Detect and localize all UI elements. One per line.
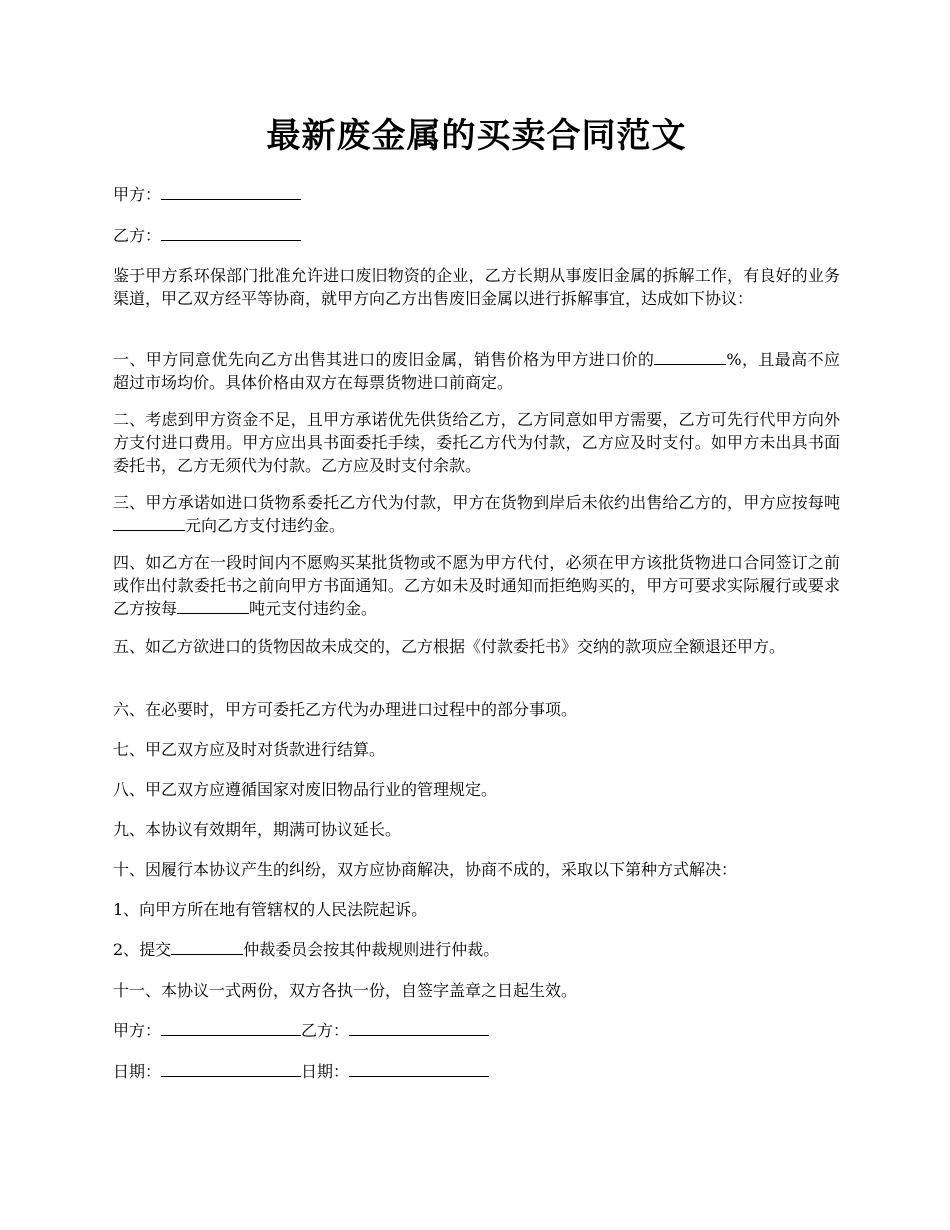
sign-party-a-label: 甲方： [113, 1021, 162, 1040]
date-b-blank[interactable] [349, 1061, 489, 1077]
clause-7: 七、甲乙双方应及时对货款进行结算。 [113, 740, 386, 759]
clause-8: 八、甲乙双方应遵循国家对废旧物品行业的管理规定。 [113, 780, 498, 799]
signature-line [113, 1019, 840, 1042]
price-percent-blank[interactable] [654, 349, 726, 365]
dispute-option-2 [113, 938, 840, 961]
party-b-line [113, 224, 840, 247]
penalty-per-ton-blank[interactable] [113, 515, 185, 531]
date-line [113, 1060, 840, 1083]
option-2-text-b: 仲裁委员会按其仲裁规则进行仲裁。 [243, 940, 500, 959]
party-b-label: 乙方： [113, 226, 162, 245]
party-b-blank[interactable] [161, 225, 301, 241]
clause-6: 六、在必要时，甲方可委托乙方代为办理进口过程中的部分事项。 [113, 700, 578, 719]
clause-4 [113, 551, 840, 620]
penalty-rate-blank[interactable] [177, 598, 249, 614]
clause-5: 五、如乙方欲进口的货物因故未成交的，乙方根据《付款委托书》交纳的款项应全额退还甲方。 [113, 637, 786, 656]
date-a-label: 日期： [113, 1062, 162, 1081]
clause-9: 九、本协议有效期年，期满可协议延长。 [113, 820, 402, 839]
option-2-text-a: 2、提交 [113, 940, 172, 959]
sign-party-b-blank[interactable] [349, 1020, 489, 1036]
clause-3-text-a: 三、甲方承诺如进口货物系委托乙方代为付款，甲方在货物到岸后未依约出售给乙方的，甲方应按每吨 [113, 493, 840, 512]
dispute-option-1: 1、向甲方所在地有管辖权的人民法院起诉。 [113, 900, 428, 919]
arbitration-commission-blank[interactable] [171, 939, 243, 955]
clause-4-text-b: 吨元支付违约金。 [249, 599, 378, 618]
clause-10: 十、因履行本协议产生的纠纷，双方应协商解决，协商不成的，采取以下第种方式解决： [113, 860, 738, 879]
clause-1-text-a: 一、甲方同意优先向乙方出售其进口的废旧金属，销售价格为甲方进口价的 [113, 350, 655, 369]
clause-11: 十一、本协议一式两份，双方各执一份，自签字盖章之日起生效。 [113, 981, 578, 1000]
date-a-blank[interactable] [161, 1061, 301, 1077]
clause-1 [113, 348, 840, 394]
party-a-label: 甲方： [113, 185, 162, 204]
clause-3-text-b: 元向乙方支付违约金。 [185, 516, 346, 535]
clause-2: 二、考虑到甲方资金不足，且甲方承诺优先供货给乙方，乙方同意如甲方需要，乙方可先行代甲方向外方支付进口费用。甲方应出具书面委托手续，委托乙方代为付款，乙方应及时支付。如甲方未出具书面委托书，乙方无须代为付款。乙方应及时支付余款。 [113, 410, 840, 475]
clause-1-text-b: %，且最高不应超过市场均价。具体价格由双方在每票货物进口前商定。 [113, 350, 840, 392]
party-a-line [113, 183, 840, 206]
clause-3 [113, 491, 840, 537]
document-title: 最新废金属的买卖合同范文 [266, 116, 687, 156]
sign-party-b-label: 乙方： [301, 1021, 350, 1040]
preamble: 鉴于甲方系环保部门批准允许进口废旧物资的企业，乙方长期从事废旧金属的拆解工作，有良好的业务渠道，甲乙双方经平等协商，就甲方向乙方出售废旧金属以进行拆解事宜，达成如下协议： [113, 266, 840, 308]
date-b-label: 日期： [301, 1062, 350, 1081]
sign-party-a-blank[interactable] [161, 1020, 301, 1036]
party-a-blank[interactable] [161, 184, 301, 200]
clause-4-text-a: 四、如乙方在一段时间内不愿购买某批货物或不愿为甲方代付，必须在甲方该批货物进口合同签订之前或作出付款委托书之前向甲方书面通知。乙方如未及时通知而拒绝购买的，甲方可要求实际履行或要求乙方按每 [113, 553, 840, 618]
